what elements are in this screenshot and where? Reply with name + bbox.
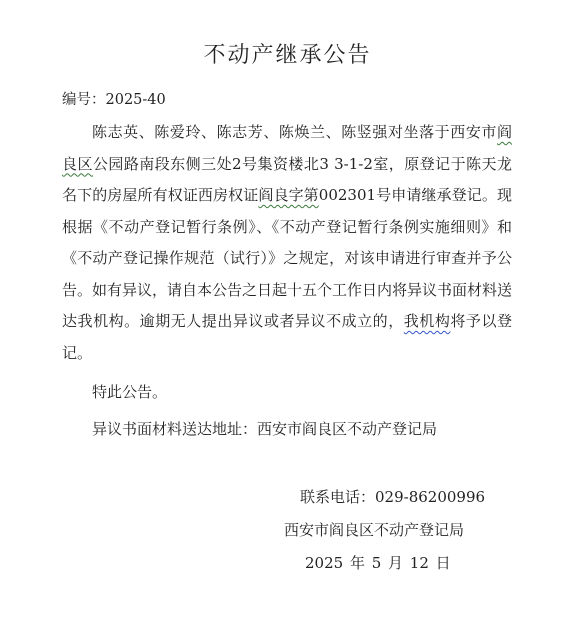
body-text-part: 公园路南段东侧三处2号集资楼北3 3-1-2室，原登记于陈天龙名下的房屋所有权证西房权证 <box>62 154 512 204</box>
body-text-part: 我机构 <box>403 312 451 330</box>
body-text-part: 陈志英、陈爱玲、陈志芳、陈焕兰、陈竖强对坐落于西安市 <box>92 123 497 141</box>
issue-date: 2025 年 5 月 12 日 <box>305 554 451 572</box>
announcement-body <box>62 117 512 369</box>
objection-address: 异议书面材料送达地址：西安市阎良区不动产登记局 <box>92 420 438 438</box>
body-text-part: 阎良字第 <box>258 186 319 204</box>
document-number: 编号：2025-40 <box>62 92 166 108</box>
body-text-part: 阎良区 <box>62 123 512 173</box>
page-title: 不动产继承公告 <box>203 43 372 68</box>
contact-phone: 联系电话：029-86200996 <box>300 488 486 506</box>
closing-statement: 特此公告。 <box>92 383 168 401</box>
body-text-part: 002301号申请继承登记。现根据《不动产登记暂行条例》、《不动产登记暂行条例实施细则》和《不动产登记操作规范（试行）》之规定，对该申请进行审查并予公告。如有异议，请自本公告之日起十五个工作日内将异议书面材料送达我机构。逾期无人提出异议或者异议不成立的， <box>62 186 513 330</box>
body-text-part: 将予以登记。 <box>62 312 512 362</box>
issuing-authority: 西安市阎良区不动产登记局 <box>284 521 465 539</box>
